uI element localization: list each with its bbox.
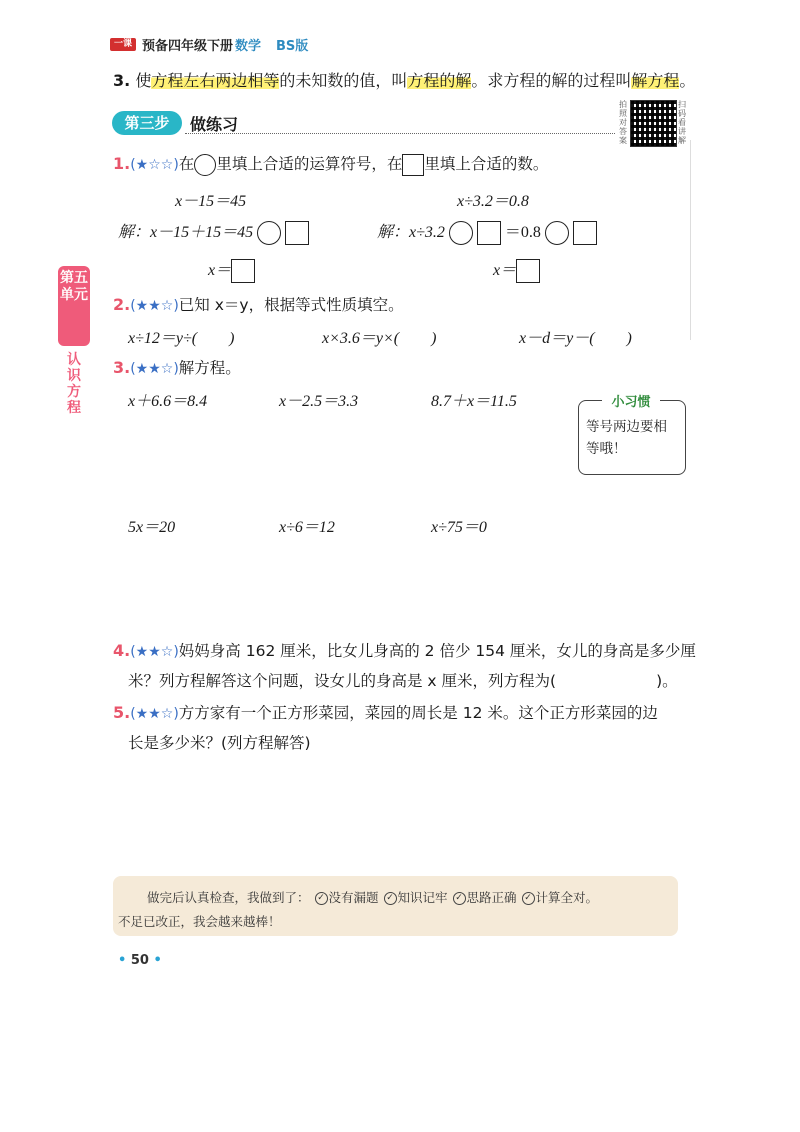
page-number-value: 50 <box>130 953 149 968</box>
q1-solution-text: 解：x÷3.2 <box>377 224 445 241</box>
q4-line-1 <box>113 639 696 661</box>
q1-solution-text: ＝0.8 <box>504 224 541 241</box>
self-check-line-2: 不足已改正，我会越来越棒！ <box>118 914 281 929</box>
qr-caption-left: 拍照对答案 <box>619 100 627 145</box>
highlight-solution: 方程的解 <box>407 71 472 90</box>
answer-box-input[interactable] <box>516 259 540 283</box>
q1-answer-left <box>208 257 255 283</box>
unit-topic: 认识方程 <box>67 352 81 416</box>
q1-equation-left: x－15＝45 <box>175 193 247 210</box>
q5-text: 方方家有一个正方形菜园，菜园的周长是 12 米。这个正方形菜园的边 <box>178 704 658 722</box>
page-number <box>118 953 162 968</box>
q4-number: 4. <box>113 641 131 660</box>
dot-icon: • <box>118 953 127 968</box>
q1-solution-left <box>118 219 309 245</box>
edition-label: BS版 <box>276 39 309 54</box>
q1-solution-text: 解：x－15＋15＝45 <box>118 224 254 241</box>
q5-difficulty: (★★☆) <box>130 706 179 722</box>
qr-code[interactable] <box>630 100 677 147</box>
q1-equation-right: x÷3.2＝0.8 <box>457 193 529 210</box>
number-box-input[interactable] <box>285 221 309 245</box>
q2-prompt <box>113 293 404 315</box>
q3-equation-6: x÷75＝0 <box>431 519 487 536</box>
q4-text: )。 <box>656 672 678 690</box>
intro-definition <box>113 68 695 91</box>
q3-number: 3. <box>113 358 131 377</box>
q5-line-2: 长是多少米？(列方程解答) <box>128 734 311 752</box>
q5-number: 5. <box>113 703 131 722</box>
q2-difficulty: (★★☆) <box>130 298 179 314</box>
q1-difficulty: (★☆☆) <box>130 157 179 173</box>
q4-text: 米？列方程解答这个问题，设女儿的身高是 x 厘米，列方程为( <box>128 672 557 690</box>
habit-tip-title: 小习惯 <box>602 391 660 410</box>
q3-prompt <box>113 356 241 378</box>
highlight-solving: 解方程 <box>631 71 680 90</box>
operator-circle-input[interactable] <box>545 221 569 245</box>
q2-blank-3[interactable]: x－d＝y－( ) <box>519 330 632 347</box>
publisher-logo: 一课 <box>110 38 136 51</box>
book-title: 预备四年级下册 <box>142 39 234 54</box>
q5-line-1 <box>113 701 658 723</box>
intro-text: 。求方程的解的过程叫 <box>471 71 632 90</box>
circle-blank-icon <box>194 154 216 176</box>
step-badge: 第三步 <box>112 111 182 135</box>
highlight-equal-sides: 方程左右两边相等 <box>151 71 280 90</box>
q4-line-2 <box>128 669 678 691</box>
operator-circle-input[interactable] <box>449 221 473 245</box>
check-item-no-missing: 没有漏题 <box>328 890 379 905</box>
q2-number: 2. <box>113 295 131 314</box>
dot-icon: • <box>153 953 162 968</box>
q3-equation-5: x÷6＝12 <box>279 519 335 536</box>
q1-solution-right <box>377 219 597 245</box>
q2-blank-2[interactable]: x×3.6＝y×( ) <box>322 330 437 347</box>
intro-number: 3. <box>113 71 131 90</box>
habit-tip-text: 等号两边要相等哦！ <box>586 419 667 457</box>
subject-label: 数学 <box>235 39 262 54</box>
check-item-calculation: 计算全对。 <box>535 890 599 905</box>
intro-text: 使 <box>135 71 152 90</box>
q4-text: 妈妈身高 162 厘米，比女儿身高的 2 倍少 154 厘米，女儿的身高是多少厘 <box>178 642 696 660</box>
check-item-knowledge: 知识记牢 <box>397 890 448 905</box>
q1-text: 里填上合适的运算符号，在 <box>216 155 403 173</box>
q3-equation-4: 5x＝20 <box>128 519 176 536</box>
self-check-line-1 <box>147 888 598 906</box>
step-divider <box>185 133 615 134</box>
unit-tab: 第五单元 <box>58 266 90 346</box>
check-circle-icon[interactable]: ✓ <box>522 892 535 905</box>
q1-prompt <box>113 152 548 176</box>
q1-text: 在 <box>178 155 195 173</box>
answer-box-input[interactable] <box>231 259 255 283</box>
check-circle-icon[interactable]: ✓ <box>315 892 328 905</box>
q2-text: 已知 x＝y，根据等式性质填空。 <box>178 296 404 314</box>
operator-circle-input[interactable] <box>257 221 281 245</box>
q2-blank-1[interactable]: x÷12＝y÷( ) <box>128 330 235 347</box>
q1-text: 里填上合适的数。 <box>424 155 549 173</box>
self-check-text: 做完后认真检查，我做到了： <box>147 890 310 905</box>
qr-caption-right: 扫码看讲解 <box>678 100 686 145</box>
q4-difficulty: (★★☆) <box>130 644 179 660</box>
q1-answer-right <box>493 257 540 283</box>
q3-equation-1: x＋6.6＝8.4 <box>128 393 208 410</box>
intro-text: 的未知数的值，叫 <box>279 71 408 90</box>
q3-difficulty: (★★☆) <box>130 361 179 377</box>
margin-rule <box>690 140 691 340</box>
q1-number: 1. <box>113 154 131 173</box>
q3-equation-3: 8.7＋x＝11.5 <box>431 393 517 410</box>
intro-text: 。 <box>679 71 696 90</box>
q1-answer-label: x＝ <box>208 262 232 279</box>
number-box-input[interactable] <box>477 221 501 245</box>
check-circle-icon[interactable]: ✓ <box>384 892 397 905</box>
check-circle-icon[interactable]: ✓ <box>453 892 466 905</box>
square-blank-icon <box>402 154 424 176</box>
number-box-input[interactable] <box>573 221 597 245</box>
q3-equation-2: x－2.5＝3.3 <box>279 393 359 410</box>
check-item-reasoning: 思路正确 <box>466 890 517 905</box>
q1-answer-label: x＝ <box>493 262 517 279</box>
step-title: 做练习 <box>190 115 239 134</box>
q3-text: 解方程。 <box>178 359 241 377</box>
